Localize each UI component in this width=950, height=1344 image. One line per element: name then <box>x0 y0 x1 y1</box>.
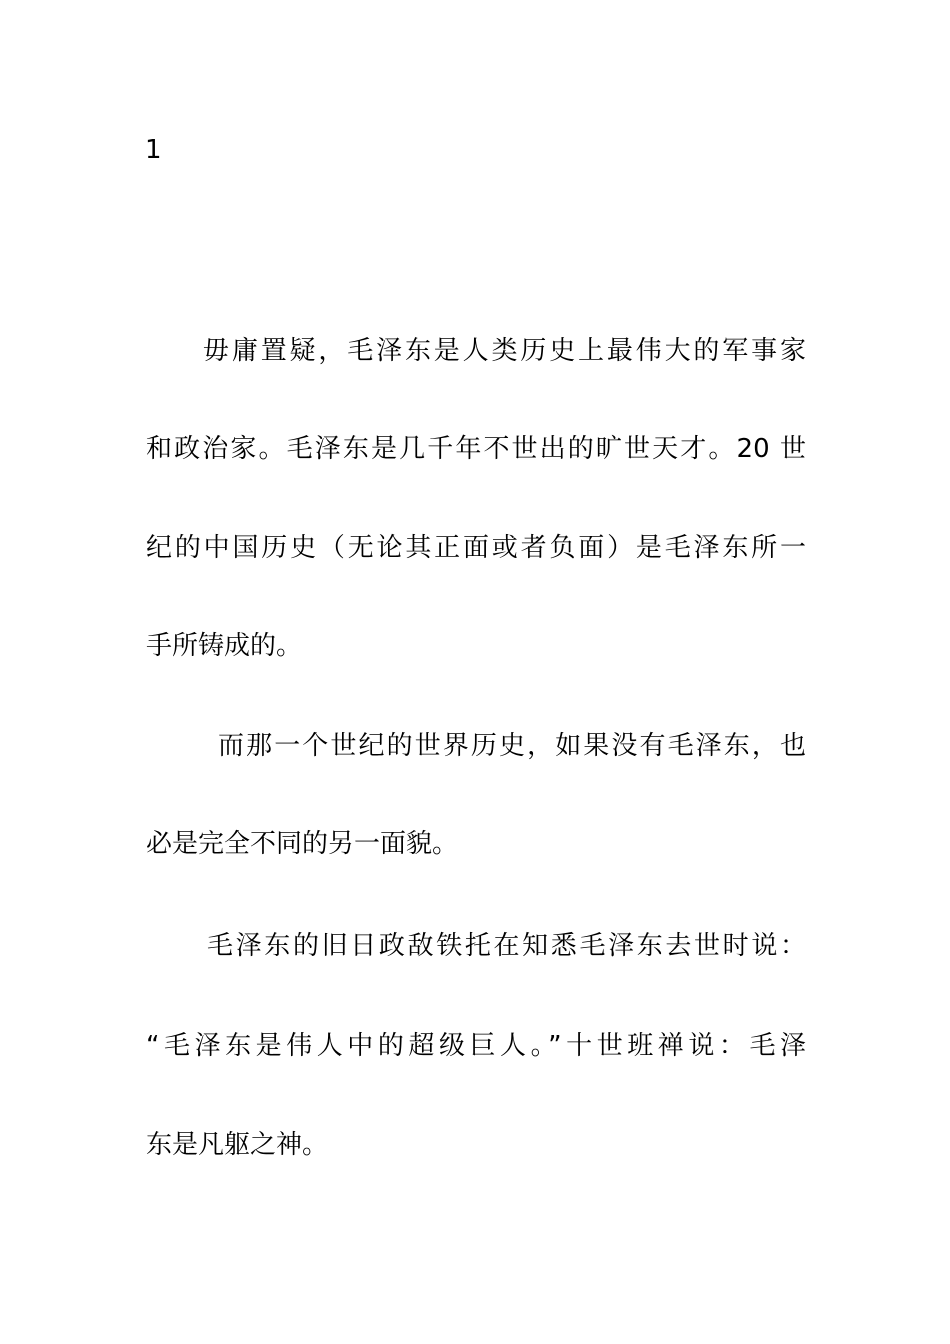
paragraph-line: 而那一个世纪的世界历史，如果没有毛泽东，也 <box>218 731 806 761</box>
paragraph-line: 必是完全不同的另一面貌。 <box>146 829 459 859</box>
paragraph-line: “毛泽东是伟人中的超级巨人。”十世班禅说：毛泽 <box>146 1031 806 1061</box>
paragraph-line: 东是凡躯之神。 <box>146 1130 329 1160</box>
paragraph-line: 和政治家。毛泽东是几千年不世出的旷世天才。20 世 <box>146 434 806 464</box>
paragraph-line: 手所铸成的。 <box>146 631 303 661</box>
page-number: 1 <box>145 135 162 165</box>
paragraph-line: 毛泽东的旧日政敌铁托在知悉毛泽东去世时说： <box>207 931 806 961</box>
paragraph-line: 毋庸置疑，毛泽东是人类历史上最伟大的军事家 <box>203 336 806 366</box>
paragraph-line: 纪的中国历史（无论其正面或者负面）是毛泽东所一 <box>146 533 806 563</box>
